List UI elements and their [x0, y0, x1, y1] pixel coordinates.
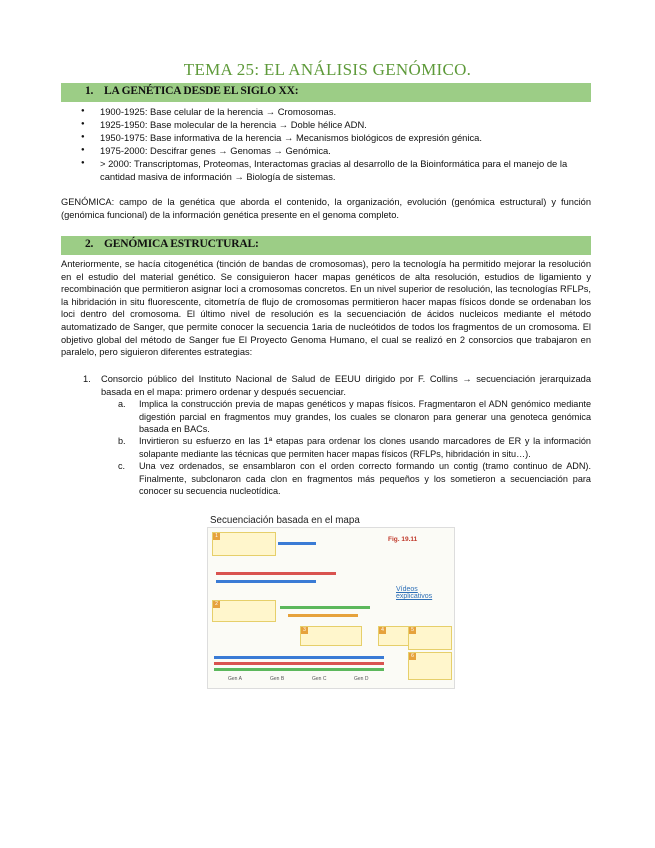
- step-number: 2: [213, 601, 220, 608]
- map-based-sequencing-figure: [207, 527, 455, 689]
- step-number: 3: [301, 627, 308, 634]
- figure-caption: Secuenciación basada en el mapa: [210, 515, 360, 526]
- list-item-number: 1.: [83, 374, 91, 384]
- video-link[interactable]: Vídeos explicativos: [396, 586, 433, 600]
- section-1-heading-bar: [61, 83, 591, 102]
- section-2-heading: GENÓMICA ESTRUCTURAL:: [104, 238, 259, 250]
- step-box: [212, 600, 276, 622]
- clone-line: [280, 606, 370, 609]
- section-1-heading: LA GENÉTICA DESDE EL SIGLO XX:: [104, 85, 299, 97]
- list-item: ● > 2000: Transcriptomas, Proteomas, Interactomas gracias al desarrollo de la Bioinformática para el manejo de la cantidad masiva de información → Biología de sistemas.: [61, 157, 591, 183]
- sub-item-text: Una vez ordenados, se ensamblaron con el orden correcto formando un contig (tramo continuo de ADN). Finalmente, subclonaron cada clon en fragmentos más pequeños y los sometieron a secuenciación para conocer su secuencia nucleotídica.: [139, 461, 591, 497]
- list-item: ● 1900-1925: Base celular de la herencia → Cromosomas.: [61, 105, 591, 118]
- sub-item-letter: c.: [118, 461, 126, 472]
- step-number: 5: [409, 627, 416, 634]
- strategy-list: [61, 373, 591, 497]
- figure-label: Fig. 19.11: [388, 536, 418, 543]
- step-box: [300, 626, 362, 646]
- genomics-definition: GENÓMICA: campo de la genética que aborda el contenido, la organización, evolución (genómica estructural) y función (genómica funcional) de la información genética presente en el genoma completo.: [61, 197, 591, 220]
- list-item: [61, 373, 591, 398]
- chromosome-line: [278, 542, 316, 545]
- section-2-heading-bar: [61, 236, 591, 255]
- sub-item-text: Invirtieron su esfuerzo en las 1ª etapas para ordenar los clones usando marcadores de ER y la información solapante mediante las técnicas que permiten hacer mapas físicos (RFLPs, hibridación in situ…).: [139, 436, 591, 459]
- sub-item-letter: b.: [118, 436, 126, 447]
- clone-line: [288, 614, 358, 617]
- gene-label: Gen A: [228, 676, 242, 682]
- sub-item-letter: a.: [118, 399, 126, 410]
- sub-item-text: Implica la construcción previa de mapas genéticos y mapas físicos. Fragmentaron el ADN genómico mediante digestión parcial en fragmentos muy grandes, los cuales se clonaron para generar una genoteca genómica basada en BACs.: [139, 399, 591, 434]
- gene-label: Gen C: [312, 676, 327, 682]
- contig-line: [214, 662, 384, 665]
- list-item: ● 1950-1975: Base informativa de la herencia → Mecanismos biológicos de expresión génica.: [61, 131, 591, 144]
- section-1-number: 1.: [85, 85, 94, 97]
- sub-item: [61, 435, 591, 460]
- step-number: 6: [409, 653, 416, 660]
- contig-line: [214, 668, 384, 671]
- history-list: [61, 105, 591, 183]
- step-number: 1: [213, 533, 220, 540]
- physical-map-line: [216, 580, 316, 583]
- step-number: 4: [379, 627, 386, 634]
- contig-line: [214, 656, 384, 659]
- list-item: ● 1975-2000: Descifrar genes → Genomas → Genómica.: [61, 144, 591, 157]
- sub-item: [61, 398, 591, 435]
- structural-genomics-paragraph: Anteriormente, se hacía citogenética (tinción de bandas de cromosomas), pero la tecnología ha permitido mejorar la resolución en el estudio del material genético. Se consiguieron hacer mapas genéticos de alta resolución, estudios de ligamiento y recombinación que permitieron asignar loci a cromosomas concretos. En un nivel superior de resolución, las tecnologías RFLPs, la hibridación in situ fluorescente, citometría de flujo de cromosomas permitieron hacer mapas físicos donde se ordenaban los loci dentro del cromosoma. El último nivel de resolución es la secuenciación de ácidos nucleicos mediante el método automatizado de Sanger, que permite conocer la secuencia 1aria de nucleótidos de todos los fragmentos de un cromosoma. El objetivo global del método de Sanger fue El Proyecto Genoma Humano, el cual se realizó en 2 consorcios que trabajaron en paralelo, pero siguieron diferentes estrategias:: [61, 259, 591, 358]
- list-item-text: Consorcio público del Instituto Nacional de Salud de EEUU dirigido por F. Collins → secuenciación jerarquizada basada en el mapa: primero ordenar y después secuenciar.: [101, 374, 591, 397]
- sub-item: [61, 460, 591, 497]
- genetic-map-line: [216, 572, 336, 575]
- gene-label: Gen B: [270, 676, 285, 682]
- list-item: ● 1925-1950: Base molecular de la herencia → Doble hélice ADN.: [61, 118, 591, 131]
- gene-label: Gen D: [354, 676, 369, 682]
- section-2-number: 2.: [85, 238, 94, 250]
- step-box: [212, 532, 276, 556]
- page-title: TEMA 25: EL ANÁLISIS GENÓMICO.: [183, 60, 472, 79]
